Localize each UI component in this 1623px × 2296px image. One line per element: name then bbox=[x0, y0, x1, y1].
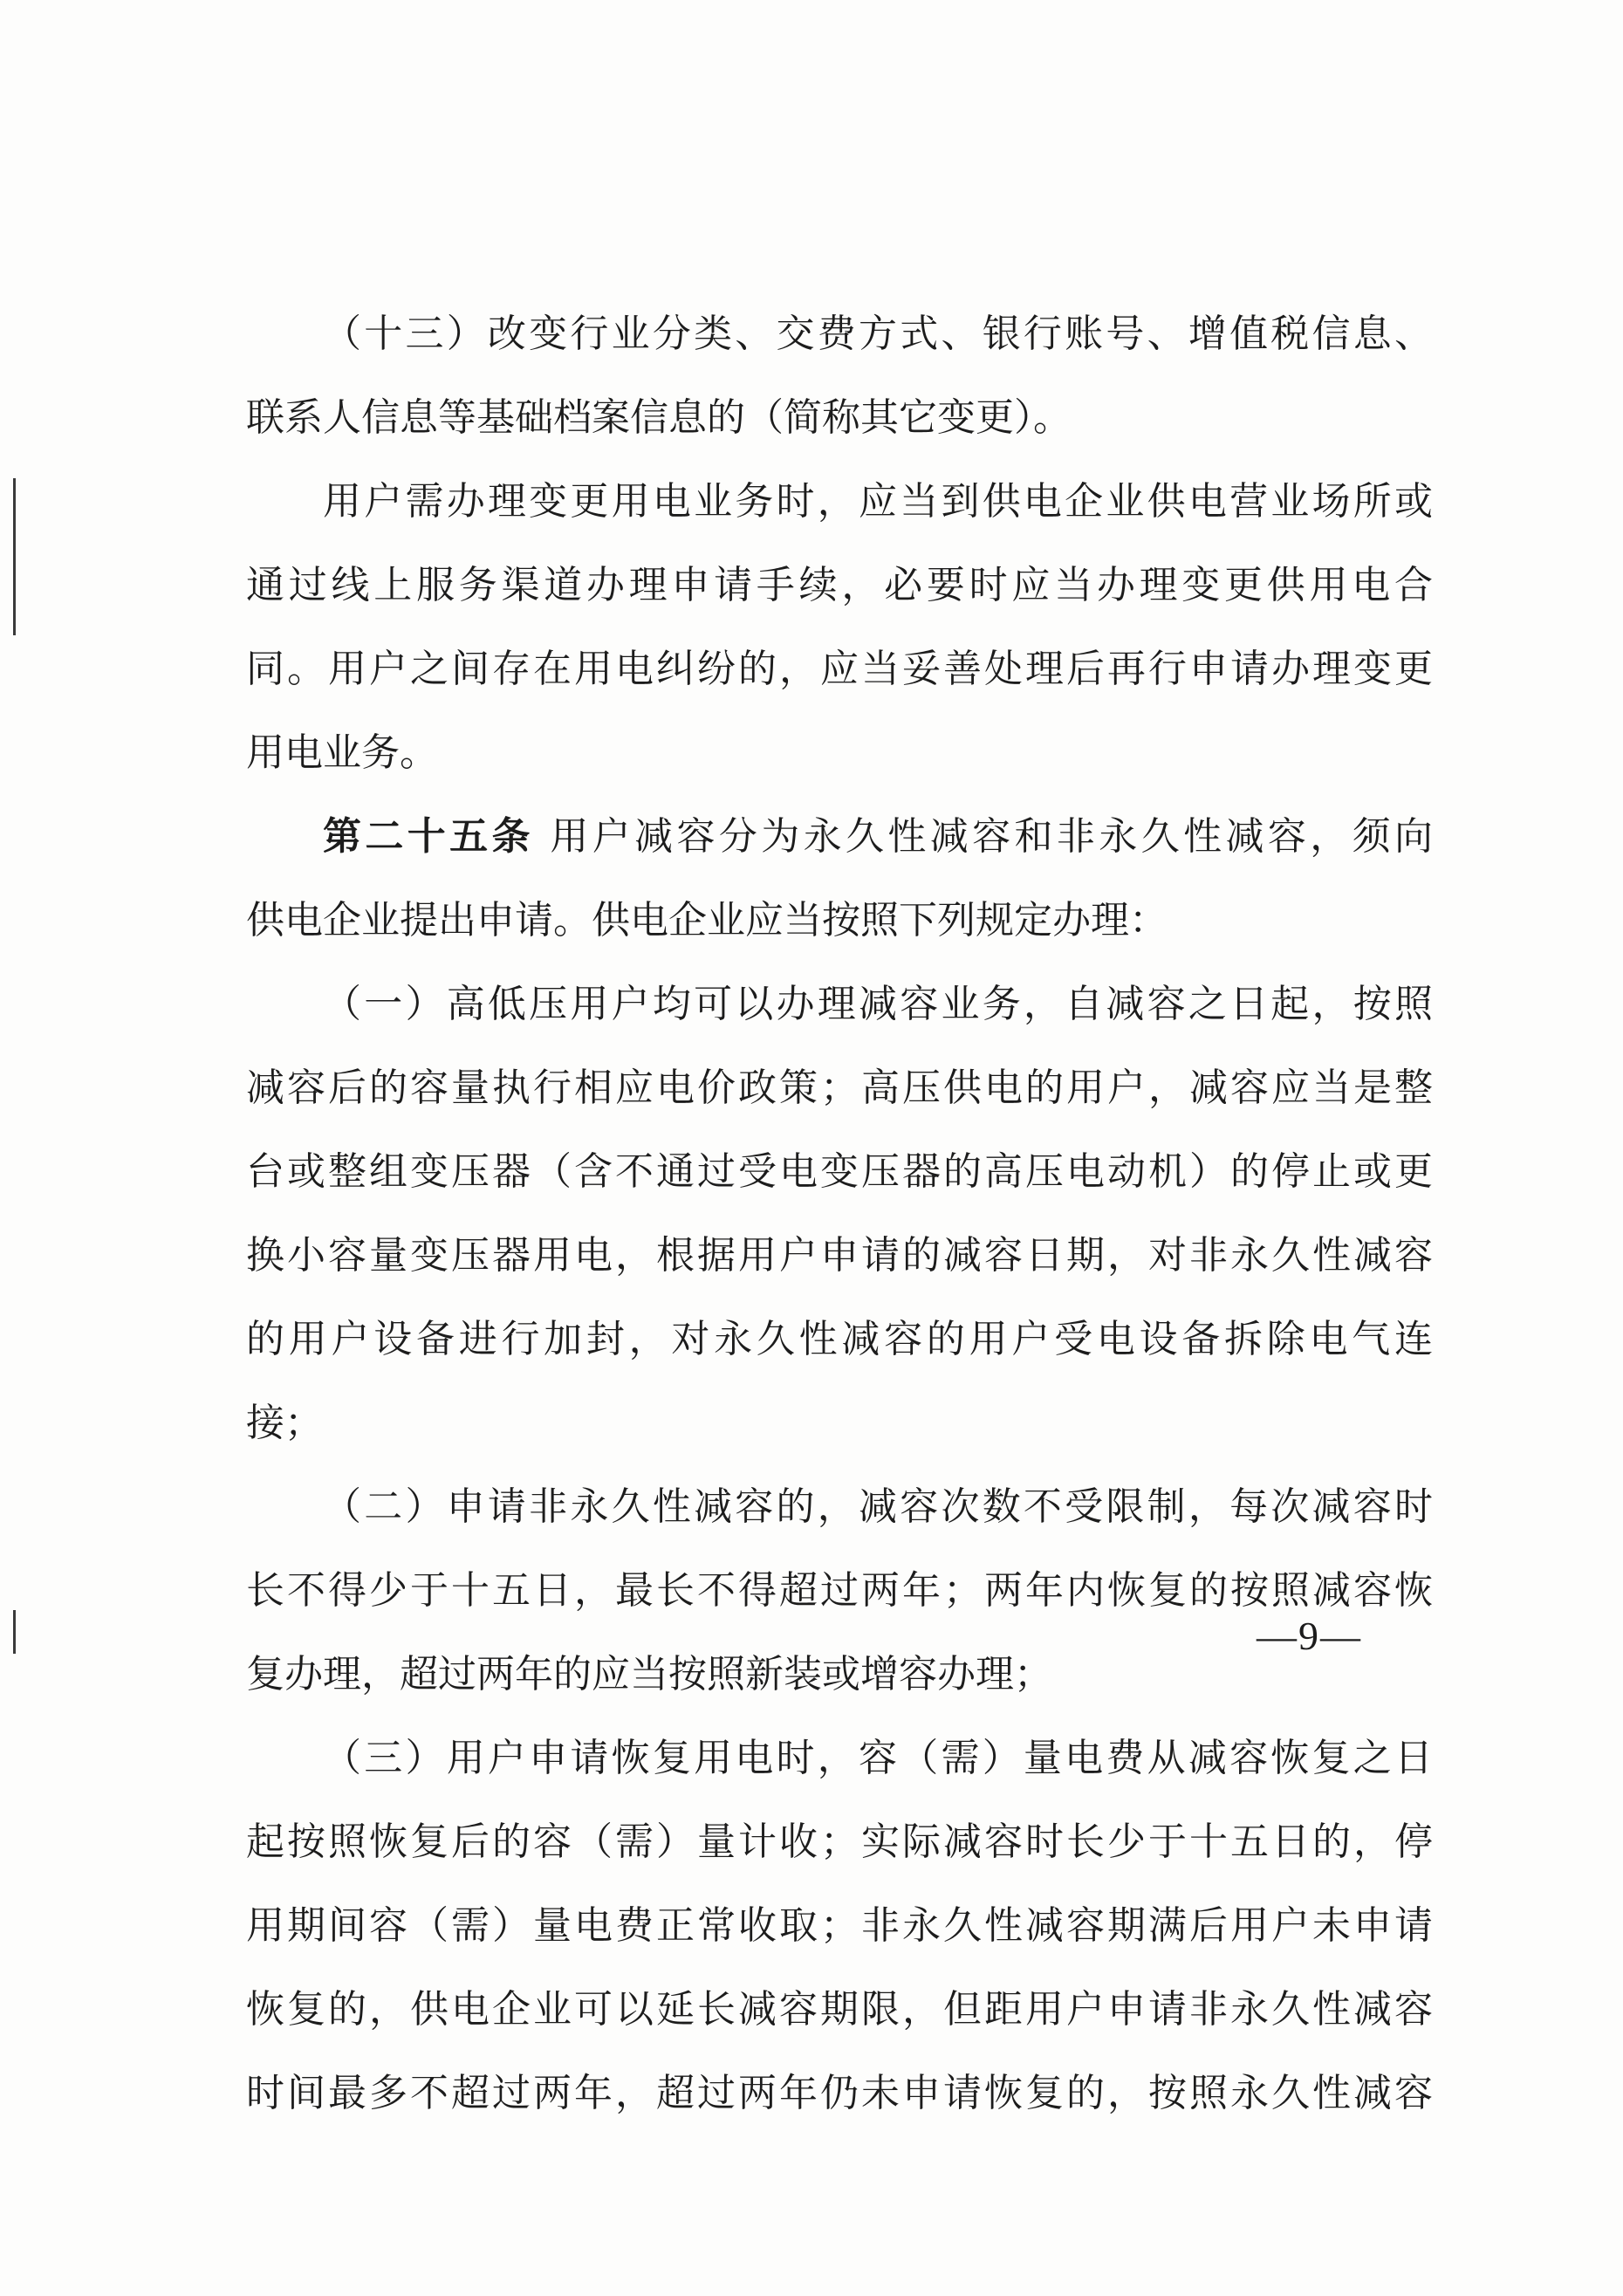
article-title: 第二十五条 bbox=[323, 814, 534, 859]
paragraph-line-2: 通过线上服务渠道办理申请手续，必要时应当办理变更供用电合 bbox=[246, 563, 1433, 607]
item-1-line-4: 换小容量变压器用电，根据用户申请的减容日期，对非永久性减容 bbox=[246, 1233, 1433, 1278]
item-1-line-2: 减容后的容量执行相应电价政策；高压供电的用户，减容应当是整 bbox=[246, 1066, 1433, 1110]
article-25-text: 用户减容分为永久性减容和非永久性减容，须向 bbox=[550, 814, 1434, 859]
item-3-line-5: 时间最多不超过两年，超过两年仍未申请恢复的，按照永久性减容 bbox=[246, 2071, 1433, 2115]
margin-binding-mark-bottom bbox=[13, 1610, 16, 1654]
paragraph-line-3: 同。用户之间存在用电纠纷的，应当妥善处理后再行申请办理变更 bbox=[246, 647, 1433, 691]
item-3-line-1: （三）用户申请恢复用电时，容（需）量电费从减容恢复之日 bbox=[323, 1736, 1433, 1780]
item-3-line-4: 恢复的，供电企业可以延长减容期限，但距用户申请非永久性减容 bbox=[246, 1987, 1433, 2032]
item-3-line-3: 用期间容（需）量电费正常收取；非永久性减容期满后用户未申请 bbox=[246, 1903, 1433, 1948]
paragraph-line-1: 用户需办理变更用电业务时，应当到供电企业供电营业场所或 bbox=[323, 479, 1433, 524]
page-number: —9— bbox=[1257, 1614, 1362, 1658]
item-1-line-5: 的用户设备进行加封，对永久性减容的用户受电设备拆除电气连 bbox=[246, 1317, 1433, 1361]
item-3-line-2: 起按照恢复后的容（需）量计收；实际减容时长少于十五日的，停 bbox=[246, 1820, 1433, 1864]
article-25-line-1 bbox=[246, 795, 1433, 879]
article-25-line-2: 供电企业提出申请。供电企业应当按照下列规定办理： bbox=[246, 898, 1168, 942]
clause-13-line-2: 联系人信息等基础档案信息的（简称其它变更）。 bbox=[246, 395, 1072, 440]
item-1-line-6: 接； bbox=[246, 1401, 323, 1445]
paragraph-line-4: 用电业务。 bbox=[246, 730, 438, 775]
item-2-line-2: 长不得少于十五日，最长不得超过两年；两年内恢复的按照减容恢 bbox=[246, 1568, 1433, 1613]
margin-binding-mark-top bbox=[13, 478, 16, 635]
item-2-line-1: （二）申请非永久性减容的，减容次数不受限制，每次减容时 bbox=[323, 1484, 1433, 1529]
item-1-line-1: （一）高低压用户均可以办理减容业务，自减容之日起，按照 bbox=[323, 982, 1433, 1026]
item-1-line-3: 台或整组变压器（含不通过受电变压器的高压电动机）的停止或更 bbox=[246, 1149, 1433, 1194]
item-2-line-3: 复办理，超过两年的应当按照新装或增容办理； bbox=[246, 1652, 1052, 1696]
document-body bbox=[246, 292, 1433, 2135]
clause-13-line-1: （十三）改变行业分类、交费方式、银行账号、增值税信息、 bbox=[323, 312, 1433, 356]
